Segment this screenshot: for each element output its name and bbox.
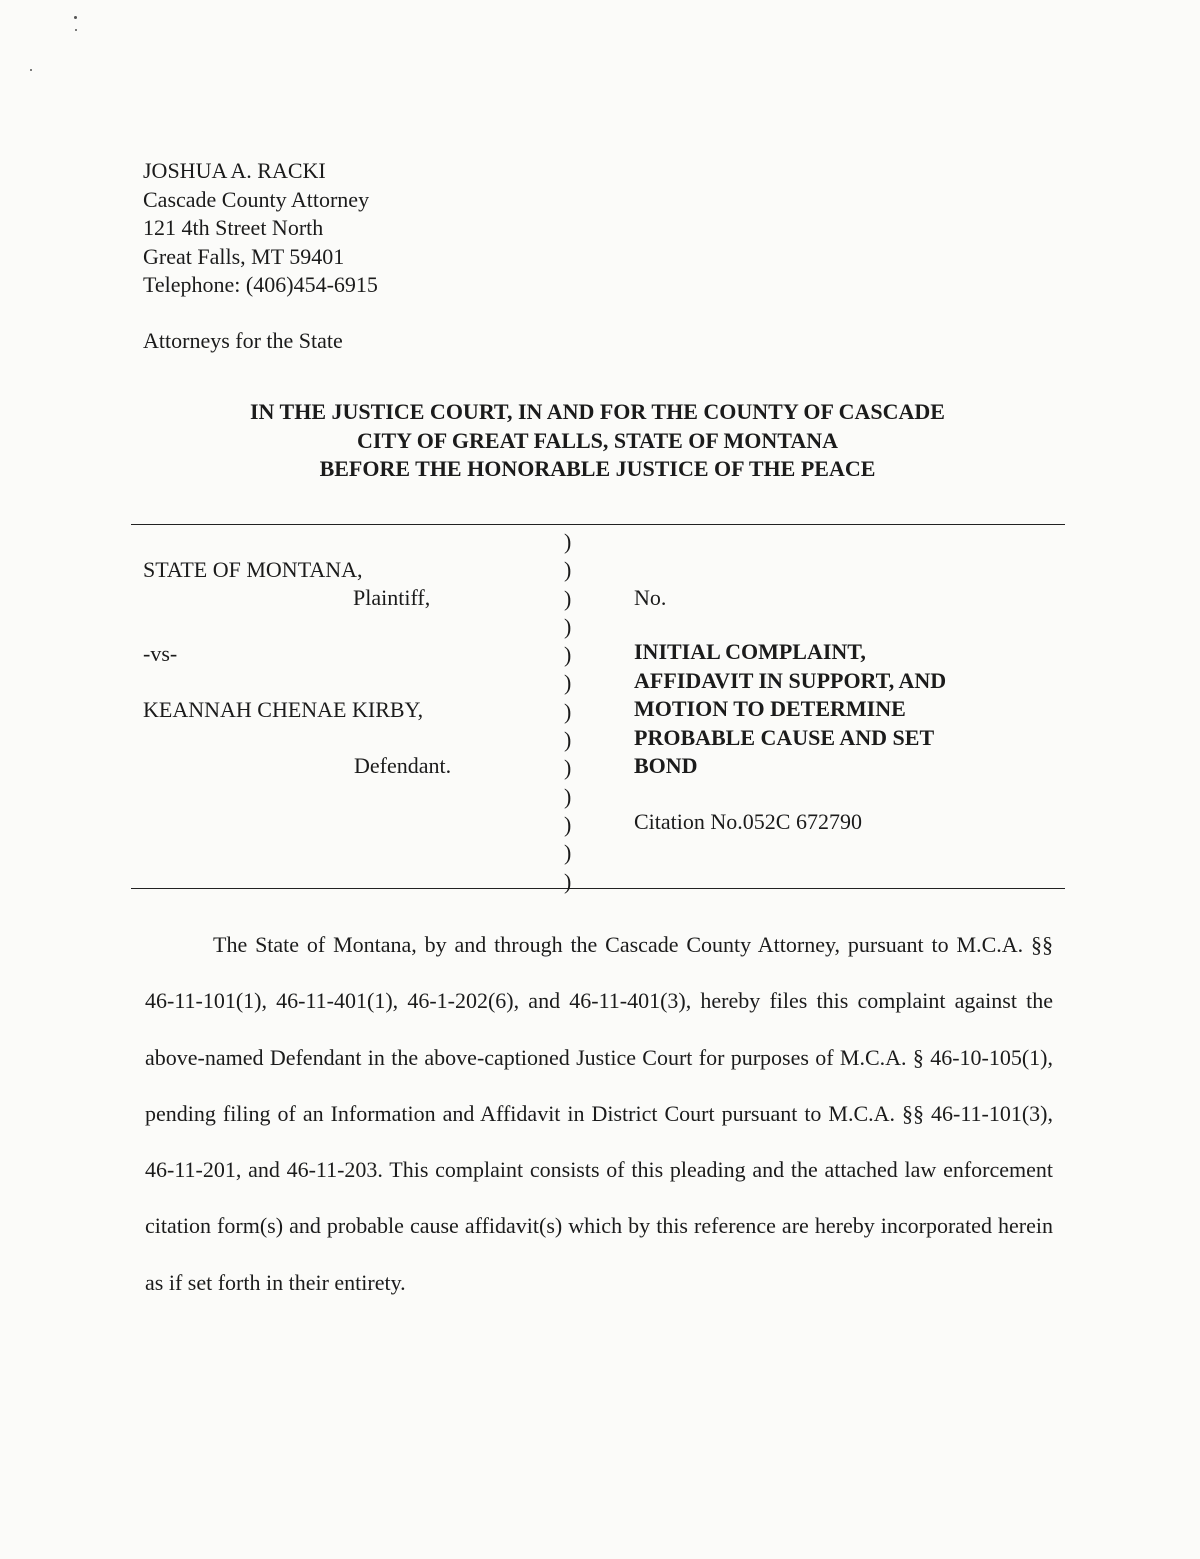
scan-speck: [74, 16, 77, 19]
defendant-name: KEANNAH CHENAE KIRBY,: [143, 697, 424, 722]
attorney-title: Cascade County Attorney: [143, 186, 370, 212]
caption-bottom-rule: [131, 888, 1065, 889]
paren: ): [564, 783, 572, 809]
paren: ): [564, 585, 572, 611]
attorney-block: [143, 157, 378, 300]
paren: ): [564, 811, 572, 837]
document-title-line: INITIAL COMPLAINT,: [634, 639, 866, 664]
attorney-city: Great Falls, MT 59401: [143, 243, 345, 269]
document-title-line: PROBABLE CAUSE AND SET: [634, 724, 935, 750]
court-heading-line: BEFORE THE HONORABLE JUSTICE OF THE PEACE: [319, 456, 876, 481]
document-title-line: MOTION TO DETERMINE: [634, 696, 906, 721]
paren: ): [564, 613, 572, 639]
attorney-telephone: Telephone: (406)454-6915: [143, 272, 378, 297]
paren: ): [564, 840, 572, 866]
paren: ): [564, 868, 572, 894]
paren: ): [564, 557, 572, 583]
court-heading-line: CITY OF GREAT FALLS, STATE OF MONTANA: [357, 427, 838, 453]
document-title-line: BOND: [634, 753, 698, 778]
caption-top-rule: [131, 524, 1065, 525]
paren: ): [564, 727, 572, 753]
versus: -vs-: [143, 641, 178, 666]
court-heading-line: IN THE JUSTICE COURT, IN AND FOR THE COUNTY OF CASCADE: [250, 399, 945, 424]
defendant-role: Defendant.: [354, 753, 452, 778]
citation-number: Citation No.052C 672790: [634, 809, 862, 834]
paren: ): [564, 642, 572, 668]
attorney-name: JOSHUA A. RACKI: [143, 158, 326, 183]
case-number: No.: [634, 585, 667, 610]
paren: ): [564, 755, 572, 781]
paren: ): [564, 698, 572, 724]
scan-speck: [75, 29, 77, 31]
document-title-line: AFFIDAVIT IN SUPPORT, AND: [634, 667, 947, 693]
plaintiff-role: Plaintiff,: [353, 585, 431, 610]
court-heading: [130, 398, 1065, 484]
attorneys-for: Attorneys for the State: [143, 328, 343, 353]
paren-column: [564, 528, 571, 896]
scan-speck: [30, 69, 32, 71]
paren: ): [564, 670, 572, 696]
complaint-paragraph: The State of Montana, by and through the Cascade County Attorney, pursuant to M.C.A. §§ 46-11-101(1), 46-11-401(1), 46-1-202(6), and 46-11-401(3), hereby files this complaint against the above-named Defendant in the above-captioned Justice Court for purposes of M.C.A. § 46-10-105(1), pending filing of an Information and Affidavit in District Court pursuant to M.C.A. §§ 46-11-101(3), 46-11-201, and 46-11-203. This complaint consists of this pleading and the attached law enforcement citation form(s) and probable cause affidavit(s) which by this reference are hereby incorporated herein as if set forth in their entirety.: [145, 932, 1053, 1295]
paren: ): [564, 529, 572, 554]
attorney-street: 121 4th Street North: [143, 215, 324, 240]
plaintiff-name: STATE OF MONTANA,: [143, 557, 363, 582]
document-title: [634, 638, 946, 781]
